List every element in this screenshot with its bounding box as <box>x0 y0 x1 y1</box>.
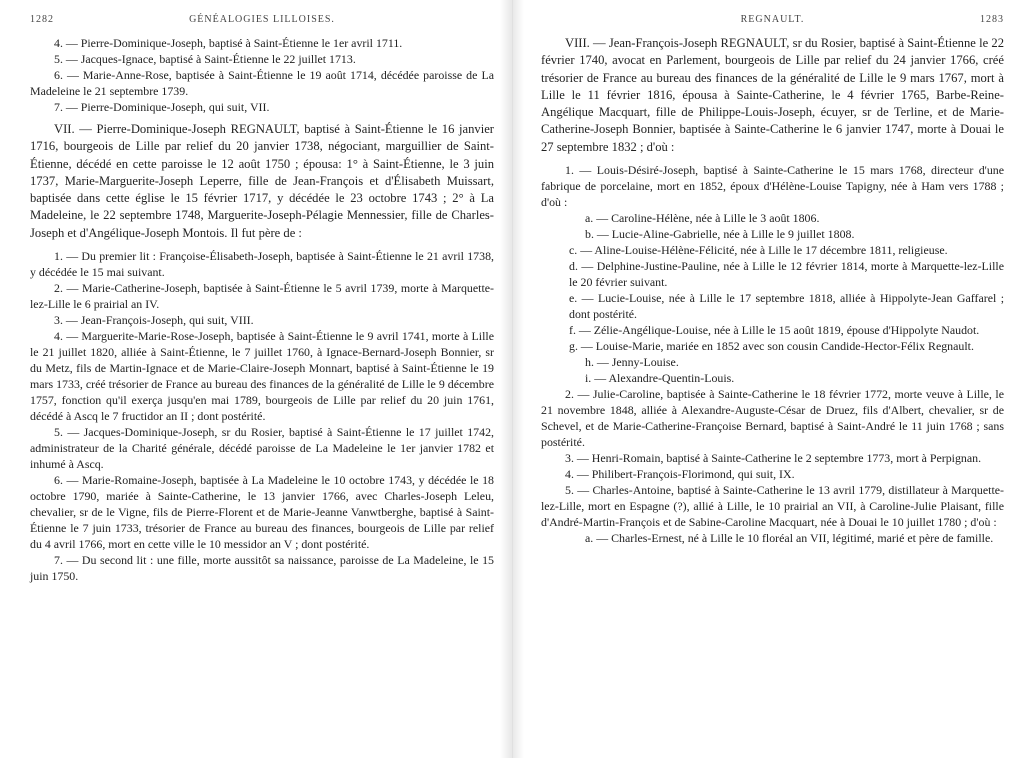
right-page-number: 1283 <box>980 14 1004 25</box>
child-6: 6. — Marie-Romaine-Joseph, baptisée à La Madeleine le 10 octobre 1743, y décédée le 18 octobre 1790, mariée à Sainte-Catherine, le 13 janvier 1766, avec Charles-Joseph Leleu, chevalier, sr de le Vigne, fils de Pierre-Florent et de Marie-Jeanne Vanwtberghe, baptisé à Saint-Étienne le 7 juin 1733, trésorier de France au bureau des finances, bourgeois de Lille par relief du 4 avril 1766, mort en cette ville le 10 messidor an V ; dont postérité. <box>30 473 494 552</box>
child-2: 2. — Julie-Caroline, baptisée à Sainte-Catherine le 18 février 1772, morte veuve à Lille, le 21 novembre 1848, alliée à Alexandre-Auguste-César de Druez, fils d'Albert, chevalier, sr de Schevel, et de Marie-Catherine-Françoise Bernard, baptisé à Saint-André le 11 juin 1768 ; sans postérité. <box>541 387 1004 450</box>
left-page-header <box>30 14 494 25</box>
child-4: 4. — Marguerite-Marie-Rose-Joseph, baptisée à Saint-Étienne le 9 avril 1741, morte à Lille le 21 juillet 1820, alliée à Saint-Étienne, le 7 juillet 1760, à Ignace-Bernard-Joseph Bonnier, sr du Metz, fils de Martin-Ignace et de Marie-Claire-Joseph Monnart, baptisé à Saint-Étienne le 19 mars 1733, créé trésorier de France au bureau des finances de la généralité de Lille le 9 décembre 1757, fonction qu'il exerça jusqu'en mai 1789, bourgeois de Lille par relief du 20 juin 1761, décédé à Ascq le 7 fructidor an II ; dont postérité. <box>30 329 494 424</box>
grandchild-h: h. — Jenny-Louise. <box>585 355 679 370</box>
child-4: 4. — Philibert-François-Florimond, qui suit, IX. <box>565 467 795 482</box>
child-1: 1. — Louis-Désiré-Joseph, baptisé à Sainte-Catherine le 15 mars 1768, directeur d'une fabrique de porcelaine, mort en 1852, époux d'Hélène-Louise Tapigny, née à Ham vers 1788 ; d'où : <box>541 163 1004 210</box>
generation-vii: VII. — Pierre-Dominique-Joseph REGNAULT, baptisé à Saint-Étienne le 16 janvier 1716, bourgeois de Lille par relief du 20 janvier 1738, négociant, marguillier de Saint-Étienne, décédé en cette paroisse le 12 août 1750 ; épousa: 1° à Saint-Étienne, le 3 juin 1737, Marie-Marguerite-Joseph Leperre, fille de Jean-François et d'Élisabeth Muissart, baptisée dans cette église le 15 février 1717, y décédée le 23 octobre 1743 ; 2° à La Madeleine, le 22 septembre 1748, Marguerite-Joseph-Pélagie Mennessier, fille de Charles-Joseph et d'Angélique-Joseph Montois. Il fut père de : <box>30 122 494 240</box>
grandchild-a-charles: a. — Charles-Ernest, né à Lille le 10 floréal an VII, légitimé, marié et père de famille. <box>585 531 994 546</box>
grandchild-a: a. — Caroline-Hélène, née à Lille le 3 août 1806. <box>585 211 820 226</box>
child-5: 5. — Charles-Antoine, baptisé à Sainte-Catherine le 13 avril 1779, distillateur à Marquette-lez-Lille, mort en Espagne (?), allié à Lille, le 10 prairial an VII, à Caroline-Julie Plaisant, fille d'André-Martin-François et de Sabine-Caroline Macquart, née à Douai le 10 juillet 1780 ; d'où : <box>541 483 1004 530</box>
generation-viii: VIII. — Jean-François-Joseph REGNAULT, sr du Rosier, baptisé à Saint-Étienne le 22 février 1740, avocat en Parlement, bourgeois de Lille par relief du 24 janvier 1766, créé trésorier de France au bureau des finances de la généralité de Lille le 9 mars 1767, mort à Lille le 11 février 1816, épousa à Sainte-Catherine, le 4 février 1765, Barbe-Reine-Angélique Macquart, fille de Philippe-Louis-Joseph, écuyer, sr de Terline, et de Marie-Catherine-Joseph Bonnier, baptisée à Sainte-Catherine le 6 janvier 1747, morte à Douai le 27 septembre 1832 ; d'où : <box>541 36 1004 154</box>
child-1: 1. — Du premier lit : Françoise-Élisabeth-Joseph, baptisée à Saint-Étienne le 21 avril 1738, y décédée le 15 mai suivant. <box>30 249 494 280</box>
grandchild-g: g. — Louise-Marie, mariée en 1852 avec son cousin Candide-Hector-Félix Regnault. <box>569 339 974 354</box>
child-5: 5. — Jacques-Dominique-Joseph, sr du Rosier, baptisé à Saint-Étienne le 17 juillet 1742, administrateur de la Charité générale, décédé paroisse de La Madeleine le 1er janvier 1782 et inhumé à Ascq. <box>30 425 494 472</box>
grandchild-c: c. — Aline-Louise-Hélène-Félicité, née à Lille le 17 décembre 1811, religieuse. <box>569 243 948 258</box>
right-page-header <box>541 14 1004 25</box>
left-page-number: 1282 <box>30 14 54 25</box>
grandchild-b: b. — Lucie-Aline-Gabrielle, née à Lille le 9 juillet 1808. <box>585 227 855 242</box>
entry-5: 5. — Jacques-Ignace, baptisé à Saint-Étienne le 22 juillet 1713. <box>54 52 356 66</box>
right-running-title: REGNAULT. <box>740 14 805 25</box>
grandchild-d: d. — Delphine-Justine-Pauline, née à Lille le 12 février 1814, morte à Marquette-lez-Lille le 20 février suivant. <box>569 259 1004 290</box>
left-running-title: GÉNÉALOGIES LILLOISES. <box>189 14 335 25</box>
grandchild-i: i. — Alexandre-Quentin-Louis. <box>585 371 735 386</box>
entry-7: 7. — Pierre-Dominique-Joseph, qui suit, VII. <box>54 100 270 114</box>
child-3: 3. — Jean-François-Joseph, qui suit, VIII. <box>54 313 254 328</box>
grandchild-e: e. — Lucie-Louise, née à Lille le 17 septembre 1818, alliée à Hippolyte-Jean Gaffarel ; dont postérité. <box>569 291 1004 322</box>
right-page <box>512 0 1024 758</box>
child-7: 7. — Du second lit : une fille, morte aussitôt sa naissance, paroisse de La Madeleine, le 15 juin 1750. <box>30 553 494 584</box>
entry-6: 6. — Marie-Anne-Rose, baptisée à Saint-Étienne le 19 août 1714, décédée paroisse de La Madeleine le 21 septembre 1739. <box>30 68 494 98</box>
entry-4: 4. — Pierre-Dominique-Joseph, baptisé à Saint-Étienne le 1er avril 1711. <box>54 36 403 50</box>
child-3: 3. — Henri-Romain, baptisé à Sainte-Catherine le 2 septembre 1773, mort à Perpignan. <box>565 451 982 466</box>
child-2: 2. — Marie-Catherine-Joseph, baptisée à Saint-Étienne le 5 avril 1739, morte à Marquette-lez-Lille le 6 prairial an IV. <box>30 281 494 312</box>
grandchild-f: f. — Zélie-Angélique-Louise, née à Lille le 15 août 1819, épouse d'Hippolyte Naudot. <box>569 323 980 338</box>
